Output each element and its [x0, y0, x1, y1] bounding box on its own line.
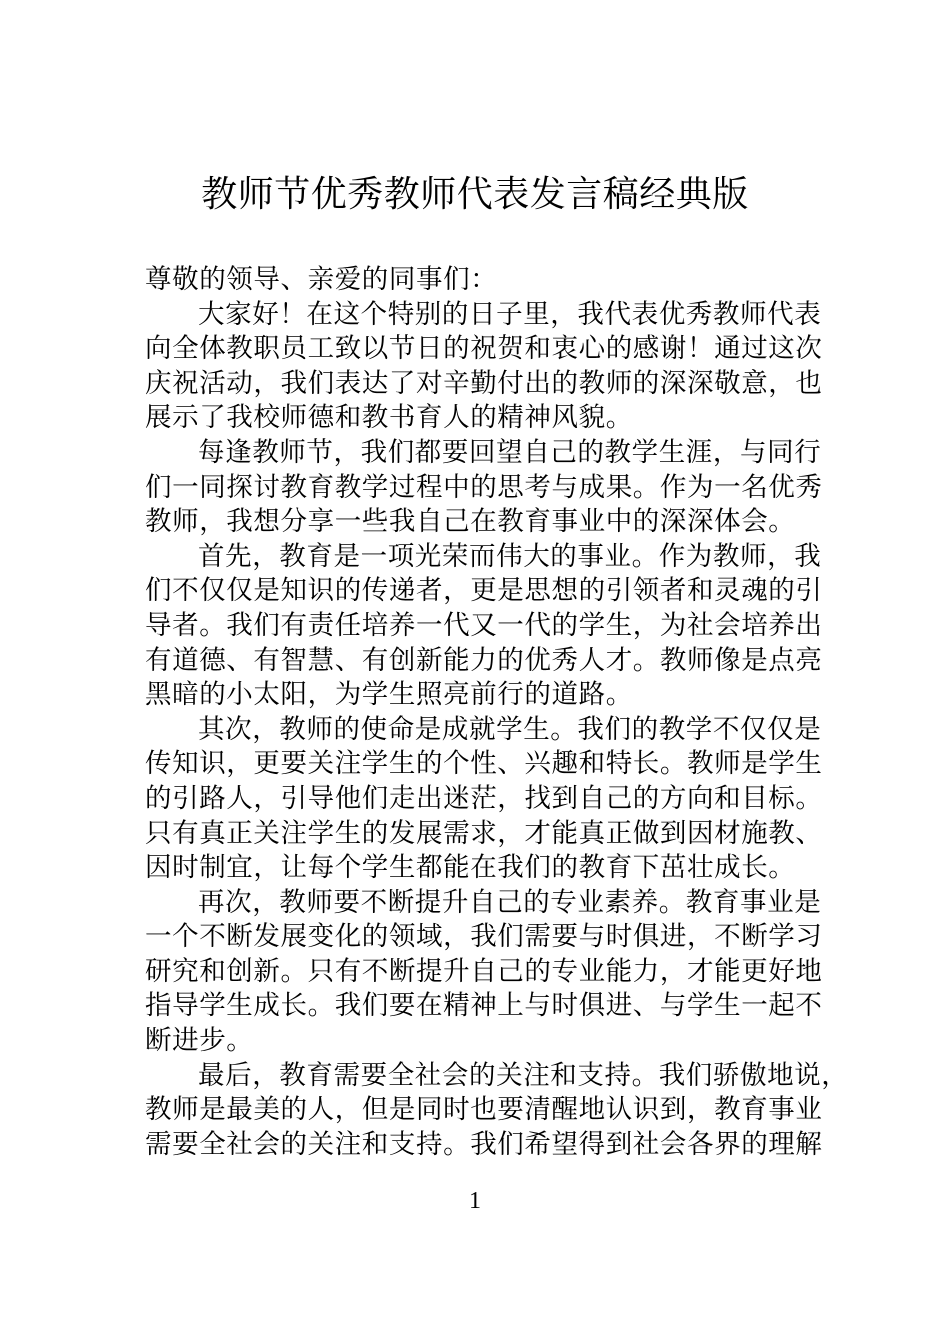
text-line: 一个不断发展变化的领域，我们需要与时俱进，不断学习 [145, 921, 823, 953]
text-line: 展示了我校师德和教书育人的精神风貌。 [145, 402, 633, 434]
text-line: 需要全社会的关注和支持。我们希望得到社会各界的理解 [145, 1128, 823, 1160]
text-line: 因时制宜，让每个学生都能在我们的教育下茁壮成长。 [145, 852, 796, 884]
text-line: 黑暗的小太阳，为学生照亮前行的道路。 [145, 679, 633, 711]
paragraph-first-line: 大家好！在这个特别的日子里，我代表优秀教师代表 [198, 298, 822, 330]
text-line: 庆祝活动，我们表达了对辛勤付出的教师的深深敬意，也 [145, 367, 823, 399]
text-line: 研究和创新。只有不断提升自己的专业能力，才能更好地 [145, 955, 823, 987]
document-body [145, 263, 849, 1162]
paragraph-first-line: 再次，教师要不断提升自己的专业素养。教育事业是 [198, 886, 822, 918]
paragraph-first-line: 每逢教师节，我们都要回望自己的教学生涯，与同行 [198, 436, 822, 468]
paragraph-first-line: 最后，教育需要全社会的关注和支持。我们骄傲地说， [198, 1059, 849, 1091]
text-line: 尊敬的领导、亲爱的同事们： [145, 264, 498, 295]
text-line: 有道德、有智慧、有创新能力的优秀人才。教师像是点亮 [145, 644, 823, 676]
text-line: 教师，我想分享一些我自己在教育事业中的深深体会。 [145, 506, 796, 538]
paragraph-first-line: 其次，教师的使命是成就学生。我们的教学不仅仅是 [198, 713, 822, 745]
text-line: 教师是最美的人，但是同时也要清醒地认识到，教育事业 [145, 1094, 823, 1126]
document-title: 教师节优秀教师代表发言稿经典版 [201, 174, 749, 215]
text-line: 们一同探讨教育教学过程中的思考与成果。作为一名优秀 [145, 471, 823, 503]
text-line: 的引路人，引导他们走出迷茫，找到自己的方向和目标。 [145, 782, 823, 814]
text-line: 只有真正关注学生的发展需求，才能真正做到因材施教、 [145, 817, 823, 849]
text-line: 传知识，更要关注学生的个性、兴趣和特长。教师是学生 [145, 748, 823, 780]
text-line: 指导学生成长。我们要在精神上与时俱进、与学生一起不 [145, 990, 823, 1022]
text-line: 断进步。 [145, 1025, 254, 1057]
paragraph-first-line: 首先，教育是一项光荣而伟大的事业。作为教师，我 [198, 540, 822, 572]
text-line: 向全体教职员工致以节日的祝贺和衷心的感谢！通过这次 [145, 333, 823, 365]
text-line: 导者。我们有责任培养一代又一代的学生，为社会培养出 [145, 609, 823, 641]
page-number: 1 [469, 1188, 481, 1214]
text-line: 们不仅仅是知识的传递者，更是思想的引领者和灵魂的引 [145, 575, 823, 607]
